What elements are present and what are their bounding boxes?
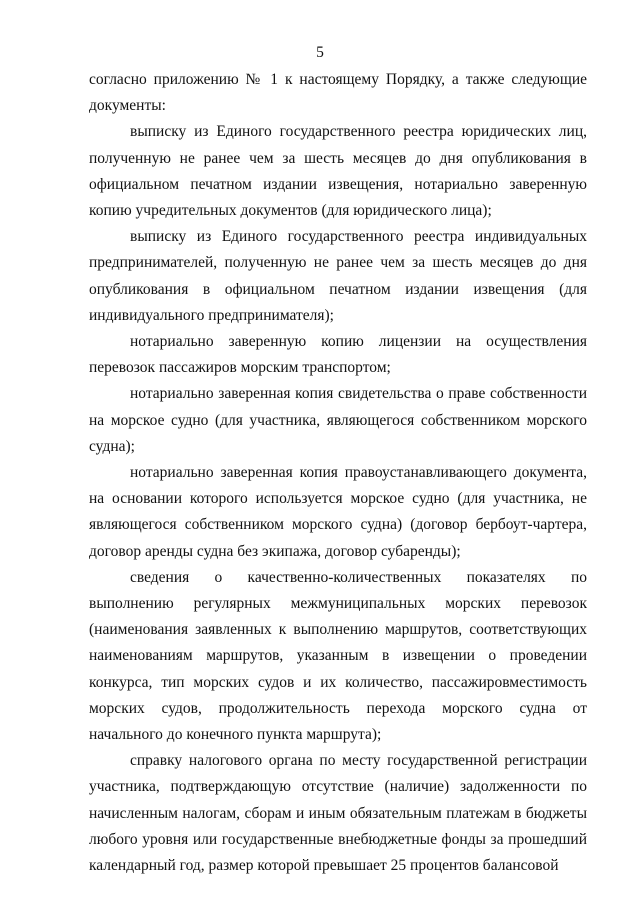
- paragraph-entrepreneur-extract: выписку из Единого государственного реестра индивидуальных предпринимателей, полученную не ранее чем за шесть месяцев до дня опубликования в официальном печатном издании извещения (для индивидуального предпринимателя);: [89, 228, 587, 324]
- document-body: [89, 67, 587, 879]
- paragraph-title-document: нотариально заверенная копия правоустанавливающего документа, на основании которого используется морское судно (для участника, не являющегося собственником морского судна) (договор бербоут-чартера, договор аренды судна без экипажа, договор субаренды);: [89, 464, 587, 560]
- paragraph-performance-info: сведения о качественно-количественных показателях по выполнению регулярных межмуниципальных морских перевозок (наименования заявленных к выполнению маршрутов, соответствующих наименованиям маршрутов, указанным в извещении о проведении конкурса, тип морских судов и их количество, пассажировместимость морских судов, продолжительность перехода морского судна от начального до конечного пункта маршрута);: [89, 568, 587, 744]
- paragraph-legal-entity-extract: выписку из Единого государственного реестра юридических лиц, полученную не ранее чем за шесть месяцев до дня опубликования в официальном печатном издании извещения, нотариально заверенную копию учредительных документов (для юридического лица);: [89, 123, 587, 220]
- paragraph-intro: согласно приложению № 1 к настоящему Порядку, а также следующие документы:: [89, 71, 587, 115]
- paragraph-tax-certificate: справку налогового органа по месту государственной регистрации участника, подтверждающую отсутствие (наличие) задолженности по начисленным налогам, сборам и иным обязательным платежам в бюджеты любого уровня или государственные внебюджетные фонды за прошедший календарный год, размер которой превышает 25 процентов балансовой: [89, 752, 587, 875]
- paragraph-ownership-certificate: нотариально заверенная копия свидетельства о праве собственности на морское судно (для участника, являющегося собственником морского судна);: [89, 385, 587, 455]
- page-number: 5: [316, 44, 324, 61]
- paragraph-license-copy: нотариально заверенную копию лицензии на осуществления перевозок пассажиров морским транспортом;: [89, 333, 587, 377]
